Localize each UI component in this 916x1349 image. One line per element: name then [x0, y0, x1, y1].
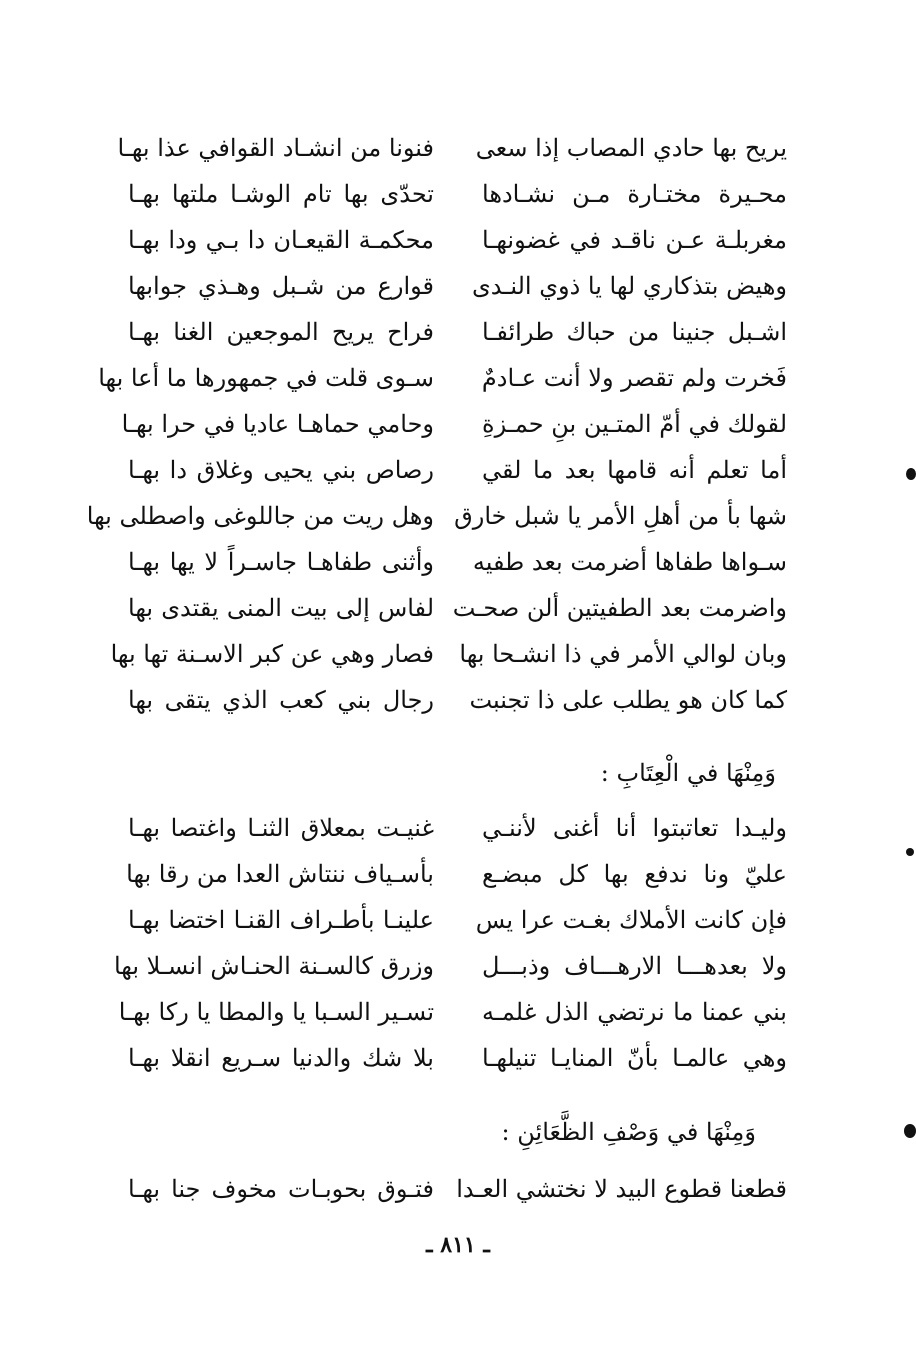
verse: [0, 989, 916, 1035]
verse: [0, 355, 916, 401]
verse-first-hemistich: فإن كانت الأملاك بغـت عرا يس: [475, 906, 787, 934]
verse: [0, 493, 916, 539]
verse-first-hemistich: وليـدا تعاتبتوا أنا أغنى لأننـي: [482, 814, 787, 842]
verse-second-hemistich: محكمـة القيعـان دا بـي ودا بهـا: [128, 226, 434, 254]
section-heading-zaain: وَمِنْهَا في وَصْفِ الظَّعَائِنِ :: [501, 1118, 756, 1146]
verse-first-hemistich: شها بأ من أهلِ الأمر يا شبل خارق: [454, 502, 787, 530]
verse: [0, 263, 916, 309]
page-number: ـ ٨١١ ـ: [426, 1232, 490, 1258]
verse: [0, 585, 916, 631]
verse-second-hemistich: وزرق كالسـنة الحنـاش انسـلا بها: [113, 952, 434, 980]
verse-first-hemistich: وهيض بتذكاري لها يا ذوي النـدى: [471, 272, 787, 300]
verse-first-hemistich: فَخرت ولم تقصر ولا أنت عـادمٌ: [481, 364, 787, 392]
verse: [0, 217, 916, 263]
verse: [0, 125, 916, 171]
poem-block-zaain: [0, 1166, 916, 1212]
verse: [0, 1035, 916, 1081]
verse: [0, 805, 916, 851]
verse-second-hemistich: غنيـت بمعلاق الثنـا واغتصا بهـا: [128, 814, 434, 842]
verse: [0, 401, 916, 447]
verse-second-hemistich: فصار وهي عن كبر الاسـنة تها بها: [110, 640, 434, 668]
verse-second-hemistich: سـوى قلت في جمهورها ما أعا بها: [98, 364, 434, 392]
verse-second-hemistich: فراح يريح الموجعين الغنا بهـا: [128, 318, 434, 346]
verse-first-hemistich: لقولك في أمّ المتـين بنِ حمـزةِ: [482, 410, 787, 438]
verse: [0, 677, 916, 723]
verse-first-hemistich: واضرمت بعد الطفيتين ألن صحـت: [452, 594, 787, 622]
verse-first-hemistich: سـواها طفاها أضرمت بعد طفيه: [472, 548, 787, 576]
verse-second-hemistich: فنونا من انشـاد القوافي عذا بهـا: [117, 134, 434, 162]
verse-first-hemistich: بني عمنا ما نرتضي الذل غلمـه: [482, 998, 787, 1026]
verse-second-hemistich: لفاس إلى بيت المنى يقتدى بها: [128, 594, 434, 622]
verse: [0, 447, 916, 493]
verse-second-hemistich: علينـا بأطـراف القنـا اختضا بهـا: [128, 906, 434, 934]
verse: [0, 539, 916, 585]
verse-first-hemistich: وهي عالمـا بأنّ المنايـا تنيلهـا: [482, 1044, 787, 1072]
verse: [0, 1166, 916, 1212]
verse-second-hemistich: رجال بني كعب الذي يتقى بها: [128, 686, 434, 714]
verse-first-hemistich: محـيرة مختـارة مـن نشـادها: [482, 180, 787, 208]
verse-first-hemistich: يريح بها حادي المصاب إذا سعى: [475, 134, 787, 162]
verse-first-hemistich: مغربلـة عـن ناقـد في غضونهـا: [482, 226, 787, 254]
verse: [0, 631, 916, 677]
verse-second-hemistich: بلا شك والدنيا سـريع انقلا بهـا: [128, 1044, 434, 1072]
verse-second-hemistich: رصاص بني يحيى وغلاق دا بهـا: [128, 456, 434, 484]
verse-first-hemistich: قطعنا قطوع البيد لا نختشي العـدا: [456, 1175, 787, 1203]
poem-block-itab: [0, 805, 916, 1081]
verse-first-hemistich: ولا بعدهـــا الارهـــاف وذبـــل: [482, 952, 787, 980]
verse-first-hemistich: اشـبل جنينا من حباك طرائفـا: [482, 318, 787, 346]
verse: [0, 897, 916, 943]
verse-second-hemistich: وأثنى طفاهـا جاسـراً لا يها بهـا: [128, 548, 434, 576]
verse-second-hemistich: تسـير السـبا يا والمطا يا ركا بهـا: [118, 998, 434, 1026]
verse-second-hemistich: فتـوق بحوبـات مخوف جنا بهـا: [128, 1175, 434, 1203]
scan-mark: [906, 468, 916, 480]
verse-second-hemistich: تحدّى بها تام الوشـا ملتها بهـا: [128, 180, 434, 208]
verse: [0, 171, 916, 217]
verse-first-hemistich: أما تعلم أنه قامها بعد ما لقي: [482, 456, 787, 484]
poem-block-main: [0, 125, 916, 723]
verse-first-hemistich: كما كان هو يطلب على ذا تجنبت: [469, 686, 787, 714]
section-heading-itab: وَمِنْهَا في الْعِتَابِ :: [600, 759, 776, 787]
scan-mark: [906, 848, 914, 856]
verse-second-hemistich: بأسـياف ننتاش العدا من رقا بها: [126, 860, 434, 888]
verse: [0, 309, 916, 355]
verse-first-hemistich: وبان لوالي الأمر في ذا انشـحا بها: [459, 640, 787, 668]
scan-mark: [904, 1124, 916, 1138]
verse-second-hemistich: وهل ريت من جاللوغى واصطلى بها: [86, 502, 434, 530]
verse: [0, 943, 916, 989]
verse: [0, 851, 916, 897]
verse-second-hemistich: قوارع من شـبل وهـذي جوابها: [128, 272, 434, 300]
verse-second-hemistich: وحامي حماهـا عاديا في حرا بهـا: [121, 410, 434, 438]
verse-first-hemistich: عليّ ونا ندفع بها كل مبضـع: [482, 860, 787, 888]
